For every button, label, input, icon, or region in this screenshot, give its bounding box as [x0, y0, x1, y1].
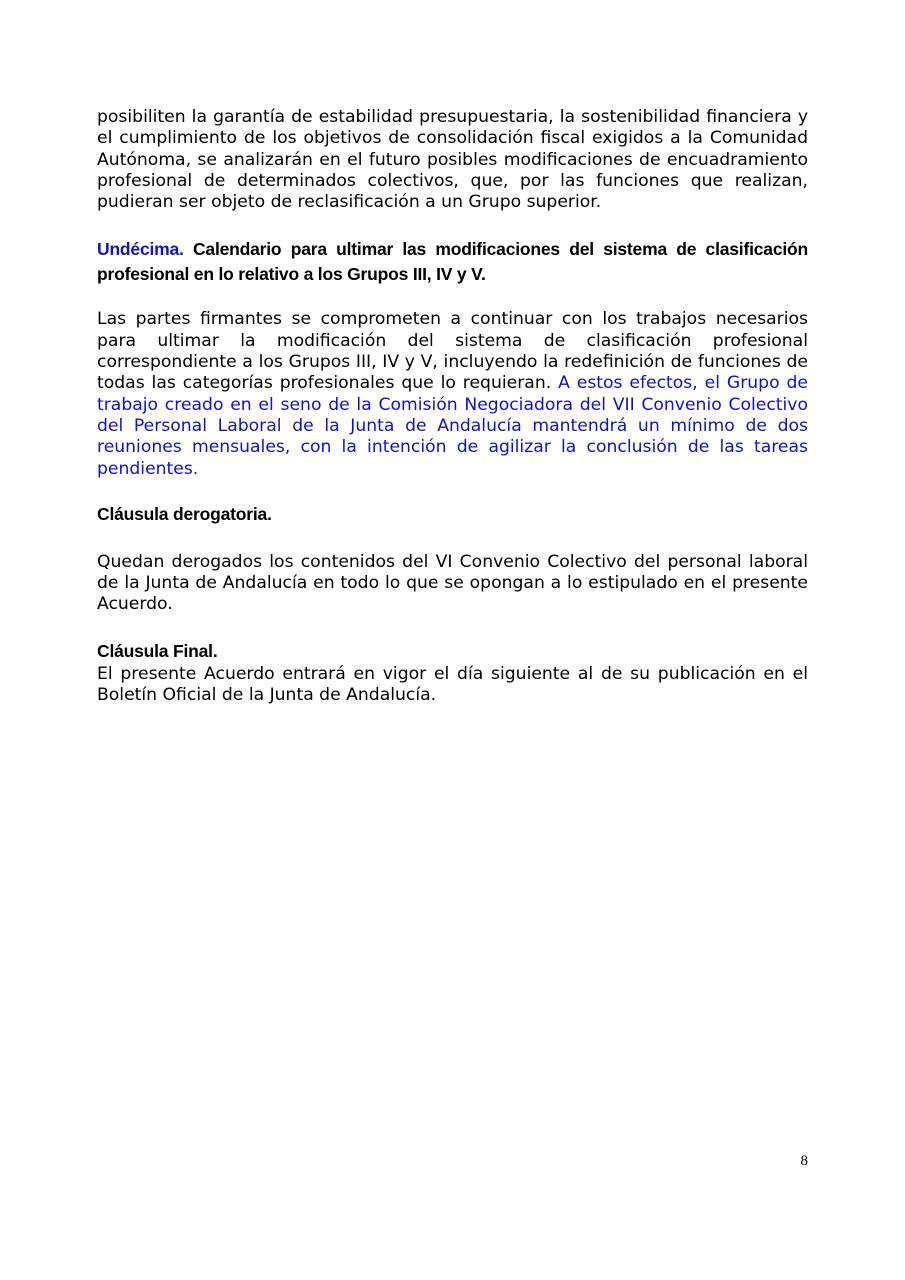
- clausula-final-heading: Cláusula Final.: [97, 640, 218, 661]
- document-page: [97, 107, 808, 706]
- paragraph-continuation: posibiliten la garantía de estabilidad presupuestaria, la sostenibilidad financiera y el cumplimiento de los objetivos de consolidación fiscal exigidos a la Comunidad Autónoma, se analizarán en el futuro posibles modificaciones de encuadramiento profesional de determinados colectivos, que, por las funciones que realizan, pudieran ser objeto de reclasificación a un Grupo superior.: [97, 107, 808, 213]
- paragraph-text: Las partes firmantes se comprometen a continuar con los trabajos necesarios para ultimar la modificación del sistema de clasificación profesional correspondiente a los Grupos III, IV y V, incluyendo la redefinición de funciones de todas las categorías profesionales que lo requieran.: [97, 309, 808, 394]
- clausula-derogatoria-heading: Cláusula derogatoria.: [97, 503, 272, 524]
- page-number: 8: [800, 1153, 808, 1169]
- section-title: Calendario para ultimar las modificaciones del sistema de clasificación profesional en lo relativo a los Grupos III, IV y V.: [97, 239, 808, 285]
- clausula-final-body: El presente Acuerdo entrará en vigor el día siguiente al de su publicación en el Boletín Oficial de la Junta de Andalucía.: [97, 663, 808, 706]
- section-label: Undécima.: [97, 239, 184, 260]
- paragraph-undecima-body: [97, 309, 808, 479]
- section-heading-undecima: [97, 237, 808, 287]
- paragraph-text-highlighted: A estos efectos, el Grupo de trabajo creado en el seno de la Comisión Negociadora del VII Convenio Colectivo del Personal Laboral de la Junta de Andalucía mantendrá un mínimo de dos reuniones mensuales, con la intención de agilizar la conclusión de las tareas pendientes.: [97, 373, 808, 479]
- clausula-derogatoria-body: Quedan derogados los contenidos del VI Convenio Colectivo del personal laboral de la Junta de Andalucía en todo lo que se opongan a lo estipulado en el presente Acuerdo.: [97, 551, 808, 615]
